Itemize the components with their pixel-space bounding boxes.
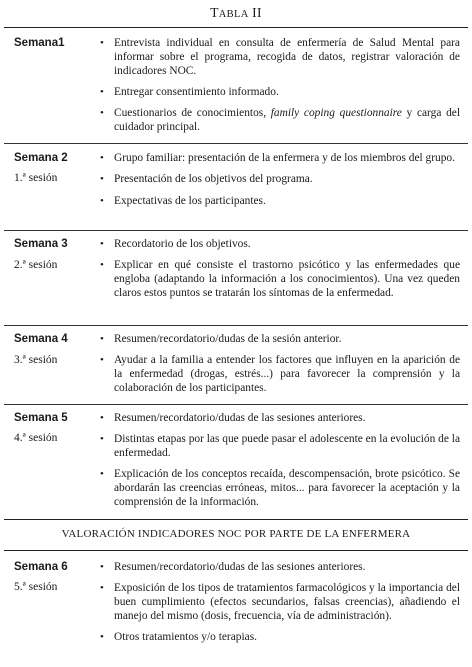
week-items: [100, 333, 460, 403]
item-text: Resumen/recordatorio/dudas de las sesiones anteriores.: [114, 412, 366, 424]
bullet-icon: •: [100, 582, 104, 595]
list-item: [100, 333, 460, 347]
table-title-rest: ABLA: [218, 9, 249, 20]
item-text: Expectativas de los participantes.: [114, 194, 266, 207]
session-label: 3.ª sesión: [14, 354, 58, 366]
bullet-icon: •: [100, 468, 104, 481]
row-divider: [4, 230, 468, 231]
bullet-icon: •: [100, 194, 104, 207]
bullet-icon: •: [100, 333, 104, 345]
session-label: 2.ª sesión: [14, 259, 58, 271]
list-item: [100, 152, 460, 166]
list-item: [100, 354, 460, 395]
banner-top-rule: [4, 519, 468, 520]
list-item: [100, 468, 460, 509]
list-item: [100, 195, 460, 209]
week-items: [100, 412, 460, 517]
table-top-rule: [4, 27, 468, 28]
week-items: [100, 561, 460, 652]
item-text-italic: family coping questionnaire: [270, 107, 402, 120]
list-item: [100, 238, 460, 252]
item-text: Resumen/recordatorio/dudas de la sesión anterior.: [114, 333, 342, 345]
bullet-icon: •: [100, 631, 104, 644]
item-text: Otros tratamientos y/o terapias.: [114, 631, 257, 644]
bullet-icon: •: [100, 173, 104, 186]
item-text-after: y carga del cuidador principal.: [114, 107, 461, 133]
item-text: Cuestionarios de conocimientos,: [114, 107, 271, 120]
week-label: Semana 2: [14, 152, 68, 164]
week-label: Semana 3: [14, 238, 68, 250]
item-text: Resumen/recordatorio/dudas de las sesiones anteriores.: [114, 561, 366, 573]
list-item: [100, 561, 460, 575]
list-item: [100, 37, 460, 78]
bullet-icon: •: [100, 354, 104, 367]
banner-bottom-rule: [4, 550, 468, 551]
list-item: [100, 582, 460, 623]
list-item: [100, 412, 460, 426]
week-label: Semana 4: [14, 333, 68, 345]
list-item: [100, 173, 460, 187]
week-items: [100, 238, 460, 308]
bullet-icon: •: [100, 238, 104, 250]
list-item: [100, 433, 460, 461]
bullet-icon: •: [100, 412, 104, 424]
week-label: Semana1: [14, 37, 65, 49]
item-text: Exposición de los tipos de tratamientos farmacológicos y la importancia del buen cumplimiento (efectos secundarios, falsas creencias), añadiendo el manejo del mismo (dosis, frecuencia, vía de administración).: [114, 582, 460, 622]
table-title-number: II: [252, 5, 262, 20]
bullet-icon: •: [100, 433, 104, 446]
week-label: Semana 6: [14, 561, 68, 573]
list-item: [100, 107, 460, 135]
item-text: Distintas etapas por las que puede pasar el adolescente en la evolución de la enfermedad.: [114, 433, 460, 460]
session-label: 1.ª sesión: [14, 172, 58, 184]
week-items: [100, 37, 460, 142]
item-text: Entregar consentimiento informado.: [114, 85, 279, 98]
item-text: Entrevista individual en consulta de enfermería de Salud Mental para informar sobre el programa, recogida de datos, registrar valoración de indicadores NOC.: [114, 37, 460, 77]
week-label: Semana 5: [14, 412, 68, 424]
row-divider: [4, 143, 468, 144]
list-item: [100, 631, 460, 645]
table-title: [0, 5, 472, 21]
table-title-initial: T: [210, 5, 219, 20]
list-item: [100, 259, 460, 300]
bullet-icon: •: [100, 37, 104, 49]
item-text: Explicar en qué consiste el trastorno psicótico y las enfermedades que engloba (adaptando la información a los conocimientos). Una vez queden claros estos puntos se tratarán los síntomas de la enfermedad.: [114, 259, 460, 299]
row-divider: [4, 325, 468, 326]
bullet-icon: •: [100, 259, 104, 272]
item-text: Presentación de los objetivos del programa.: [114, 173, 313, 186]
week-items: [100, 152, 460, 216]
bullet-icon: •: [100, 85, 104, 98]
item-text: Recordatorio de los objetivos.: [114, 238, 251, 250]
bullet-icon: •: [100, 107, 104, 120]
item-text: Explicación de los conceptos recaída, descompensación, brote psicótico. Se abordarán las creencias erróneas, mitos... para favorecer la aceptación y la comprensión de la información.: [114, 468, 460, 508]
row-divider: [4, 404, 468, 405]
session-label: 5.ª sesión: [14, 581, 58, 593]
session-label: 4.ª sesión: [14, 432, 58, 444]
noc-assessment-banner: VALORACIÓN INDICADORES NOC POR PARTE DE LA ENFERMERA: [61, 528, 411, 540]
bullet-icon: •: [100, 561, 104, 573]
list-item: [100, 86, 460, 100]
item-text: Grupo familiar: presentación de la enfermera y de los miembros del grupo.: [114, 152, 455, 164]
bullet-icon: •: [100, 152, 104, 164]
item-text: Ayudar a la familia a entender los factores que influyen en la aparición de la enfermedad (drogas, estrés...) para favorecer la comprensión y la colaboración de los participantes.: [114, 354, 460, 394]
